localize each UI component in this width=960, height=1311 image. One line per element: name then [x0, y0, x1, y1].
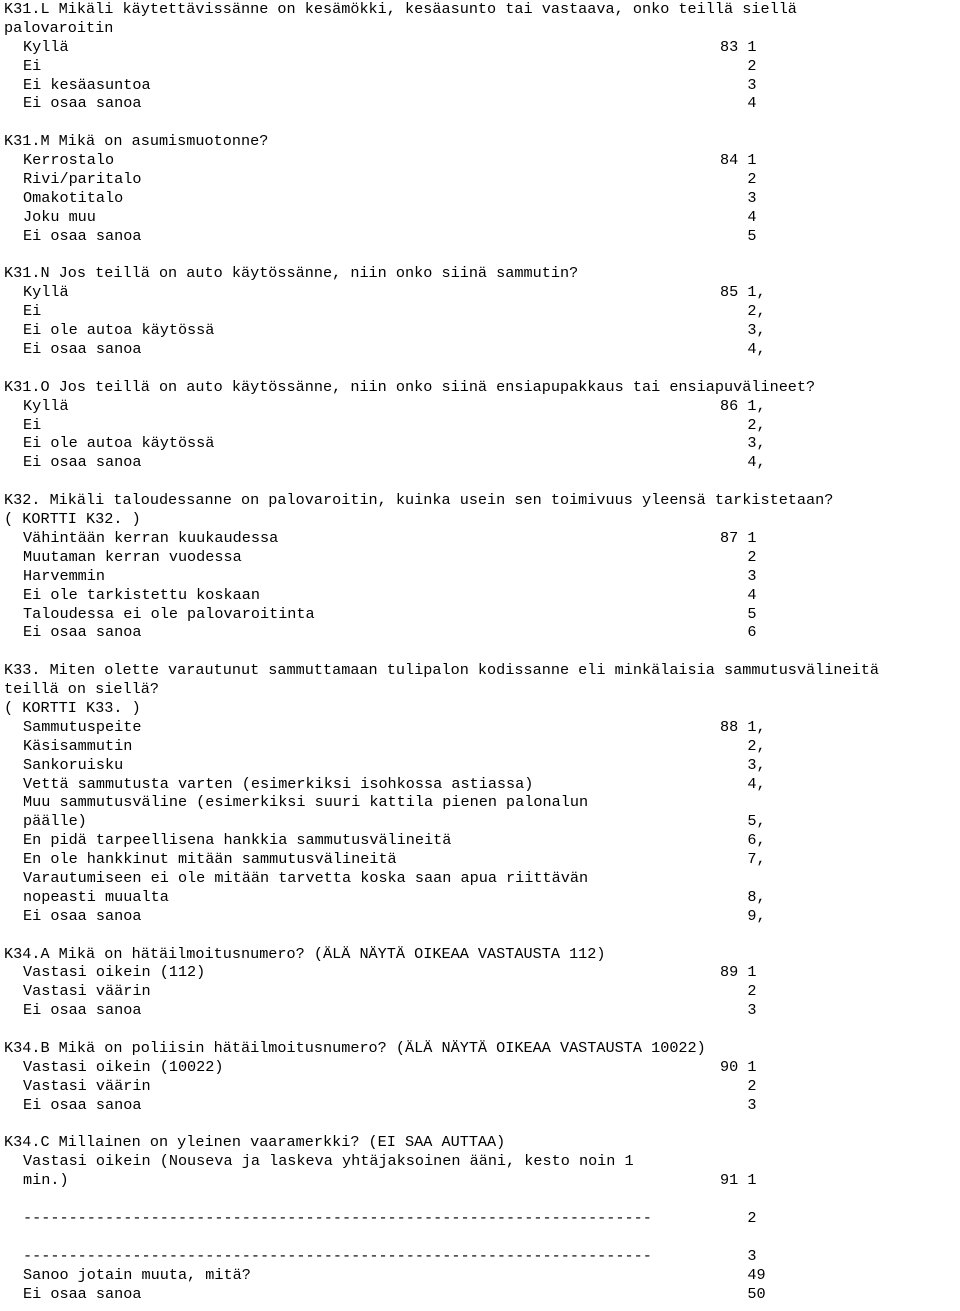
answer-label: Kerrostalo [23, 151, 115, 170]
answer-label: --------------------------------------------------------------------- [23, 1246, 652, 1265]
answer-code: 3 [720, 566, 757, 585]
answer-code: 5 [720, 604, 757, 623]
answer-option [4, 529, 960, 548]
answer-option [4, 623, 960, 642]
answer-label: --------------------------------------------------------------------- [23, 1209, 652, 1227]
answer-code: 3 [720, 1095, 757, 1114]
question-text: K31.L Mikäli käytettävissänne on kesämökki, kesäasunto tai vastaava, onko teillä siellä [4, 0, 797, 18]
answer-label: Ei [23, 56, 42, 75]
answer-label: Omakotitalo [23, 188, 124, 207]
answer-label: Vastasi oikein (10022) [23, 1057, 224, 1076]
answer-label: Ei ole tarkistettu koskaan [23, 585, 260, 604]
question-block [4, 945, 960, 1021]
answer-option [4, 1001, 960, 1020]
answer-label: Vastasi oikein (Nouseva ja laskeva yhtäjaksoinen ääni, kesto noin 1 [23, 1152, 634, 1171]
question-text: K31.O Jos teillä on auto käytössänne, niin onko siinä ensiapupakkaus tai ensiapuvälineet? [4, 377, 816, 396]
question-text: ( KORTTI K33. ) [4, 698, 141, 717]
answer-label: Harvemmin [23, 566, 106, 585]
answer-label: Vastasi väärin [23, 1076, 151, 1095]
answer-label: En ole hankkinut mitään sammutusvälineitä [23, 850, 397, 869]
answer-option [4, 321, 960, 340]
answer-option [4, 1171, 960, 1190]
answer-option [4, 850, 960, 869]
question-text: teillä on siellä? [4, 680, 159, 699]
answer-code: 4 [720, 585, 757, 604]
answer-label: Vastasi väärin [23, 982, 151, 1001]
answer-option [4, 737, 960, 756]
answer-code: 83 1 [720, 37, 757, 56]
answer-label: nopeasti muualta [23, 887, 169, 906]
answer-label: Kyllä [23, 37, 69, 56]
answer-option [4, 189, 960, 208]
answer-code: 2, [720, 736, 766, 755]
answer-code: 8, [720, 887, 766, 906]
answer-option [4, 76, 960, 95]
answer-option [4, 756, 960, 775]
answer-code: 87 1 [720, 528, 757, 547]
answer-option [4, 775, 960, 794]
answer-option [4, 1209, 960, 1228]
answer-option [4, 1266, 960, 1285]
answer-label: Ei [23, 302, 42, 321]
survey-document [4, 0, 960, 1303]
answer-option [4, 963, 960, 982]
answer-code: 6 [720, 623, 757, 642]
answer-option [4, 793, 960, 812]
answer-code: 5, [720, 812, 766, 831]
answer-code: 4 [720, 94, 757, 113]
answer-option [4, 1152, 960, 1171]
answer-code: 5 [720, 226, 757, 245]
answer-label: Kyllä [23, 283, 69, 302]
answer-code: 49 [720, 1265, 766, 1284]
answer-option [4, 1247, 960, 1266]
answer-code: 3, [720, 755, 766, 774]
question-block [4, 378, 960, 472]
question-text: palovaroitin [4, 18, 114, 37]
answer-option [4, 718, 960, 737]
answer-code: 89 1 [720, 963, 757, 982]
answer-label: Ei osaa sanoa [23, 1095, 142, 1114]
question-block [4, 0, 960, 113]
answer-code: 91 1 [720, 1171, 757, 1190]
answer-code: 84 1 [720, 151, 757, 170]
answer-label: Kyllä [23, 396, 69, 415]
question-text: K31.M Mikä on asumismuotonne? [4, 132, 269, 151]
question-block [4, 264, 960, 358]
answer-label: Joku muu [23, 207, 96, 226]
answer-label: Ei osaa sanoa [23, 623, 142, 642]
question-block [4, 1133, 960, 1303]
answer-label: En pidä tarpeellisena hankkia sammutusvälineitä [23, 831, 452, 850]
answer-option [4, 812, 960, 831]
answer-option [4, 340, 960, 359]
answer-label: Sanoo jotain muuta, mitä? [23, 1265, 251, 1284]
answer-code: 2 [720, 1076, 757, 1095]
answer-label: Sankoruisku [23, 755, 124, 774]
answer-code: 88 1, [720, 717, 766, 736]
answer-option [4, 907, 960, 926]
answer-code: 7, [720, 850, 766, 869]
question-block [4, 1039, 960, 1115]
answer-code: 9, [720, 906, 766, 925]
question-block [4, 661, 960, 925]
answer-option [4, 869, 960, 888]
answer-label: Ei osaa sanoa [23, 340, 142, 359]
answer-code: 2 [720, 1209, 757, 1227]
answer-code: 2 [720, 170, 757, 189]
answer-label: Käsisammutin [23, 736, 133, 755]
answer-code: 2 [720, 982, 757, 1001]
answer-label: Ei osaa sanoa [23, 906, 142, 925]
answer-code: 3, [720, 434, 766, 453]
answer-option [4, 170, 960, 189]
spacer [4, 1115, 960, 1134]
question-text: K32. Mikäli taloudessanne on palovaroitin, kuinka usein sen toimivuus yleensä tarkistetaan? [4, 491, 834, 510]
answer-option [4, 982, 960, 1001]
answer-code: 3 [720, 1246, 757, 1265]
answer-code: 4, [720, 340, 766, 359]
answer-label: Ei osaa sanoa [23, 453, 142, 472]
answer-option [4, 38, 960, 57]
answer-label: Ei kesäasuntoa [23, 75, 151, 94]
answer-option [4, 302, 960, 321]
answer-code: 2, [720, 302, 766, 321]
answer-label: Ei ole autoa käytössä [23, 434, 215, 453]
answer-code: 4, [720, 453, 766, 472]
answer-label: Ei osaa sanoa [23, 94, 142, 113]
answer-label: Sammutuspeite [23, 717, 142, 736]
answer-option [4, 567, 960, 586]
answer-label: Ei [23, 415, 42, 434]
answer-label: Vastasi oikein (112) [23, 963, 206, 982]
answer-option [4, 1285, 960, 1304]
answer-option [4, 208, 960, 227]
answer-option [4, 94, 960, 113]
answer-label: Muutaman kerran vuodessa [23, 547, 242, 566]
spacer [4, 359, 960, 378]
answer-option [4, 151, 960, 170]
answer-label: Vähintään kerran kuukaudessa [23, 528, 279, 547]
question-text: K34.B Mikä on poliisin hätäilmoitusnumero? (ÄLÄ NÄYTÄ OIKEAA VASTAUSTA 10022) [4, 1038, 706, 1057]
answer-code: 4, [720, 774, 766, 793]
answer-label: Ei osaa sanoa [23, 226, 142, 245]
answer-code: 50 [720, 1284, 766, 1303]
question-text: K31.N Jos teillä on auto käytössänne, niin onko siinä sammutin? [4, 264, 579, 283]
question-text: K34.A Mikä on hätäilmoitusnumero? (ÄLÄ NÄYTÄ OIKEAA VASTAUSTA 112) [4, 944, 606, 963]
answer-label: Varautumiseen ei ole mitään tarvetta koska saan apua riittävän [23, 868, 589, 887]
spacer [4, 1020, 960, 1039]
answer-code: 4 [720, 207, 757, 226]
answer-label: Ei osaa sanoa [23, 1001, 142, 1020]
answer-label: Rivi/paritalo [23, 170, 142, 189]
answer-option [4, 227, 960, 246]
spacer [4, 642, 960, 661]
answer-code: 85 1, [720, 283, 766, 302]
answer-option [4, 1096, 960, 1115]
answer-option [4, 397, 960, 416]
answer-label: Ei ole autoa käytössä [23, 321, 215, 340]
answer-option [4, 605, 960, 624]
answer-option [4, 1228, 960, 1247]
answer-code: 2 [720, 56, 757, 75]
answer-option [4, 831, 960, 850]
spacer [4, 926, 960, 945]
answer-option [4, 1190, 960, 1209]
answer-option [4, 283, 960, 302]
answer-option [4, 1077, 960, 1096]
question-block [4, 132, 960, 245]
answer-label: Vettä sammutusta varten (esimerkiksi isohkossa astiassa) [23, 774, 534, 793]
answer-code: 3, [720, 321, 766, 340]
answer-option [4, 1058, 960, 1077]
answer-label: min.) [23, 1171, 69, 1190]
answer-option [4, 416, 960, 435]
question-text: K34.C Millainen on yleinen vaaramerkki? (EI SAA AUTTAA) [4, 1133, 506, 1152]
spacer [4, 246, 960, 265]
spacer [4, 472, 960, 491]
answer-code: 2, [720, 415, 766, 434]
answer-code: 86 1, [720, 396, 766, 415]
answer-option [4, 453, 960, 472]
answer-code: 3 [720, 188, 757, 207]
answer-label: päälle) [23, 812, 87, 831]
answer-label: Ei osaa sanoa [23, 1284, 142, 1303]
question-text: ( KORTTI K32. ) [4, 510, 141, 529]
answer-code: 6, [720, 831, 766, 850]
answer-option [4, 888, 960, 907]
answer-option [4, 548, 960, 567]
question-text: K33. Miten olette varautunut sammuttamaan tulipalon kodissanne eli minkälaisia sammutusvälineitä [4, 661, 879, 680]
question-block [4, 491, 960, 642]
answer-label: Taloudessa ei ole palovaroitinta [23, 604, 315, 623]
answer-code: 2 [720, 547, 757, 566]
answer-code: 3 [720, 75, 757, 94]
answer-option [4, 586, 960, 605]
answer-code: 3 [720, 1001, 757, 1020]
answer-code: 90 1 [720, 1057, 757, 1076]
answer-option [4, 57, 960, 76]
answer-label: Muu sammutusväline (esimerkiksi suuri kattila pienen palonalun [23, 793, 589, 812]
spacer [4, 113, 960, 132]
answer-option [4, 434, 960, 453]
